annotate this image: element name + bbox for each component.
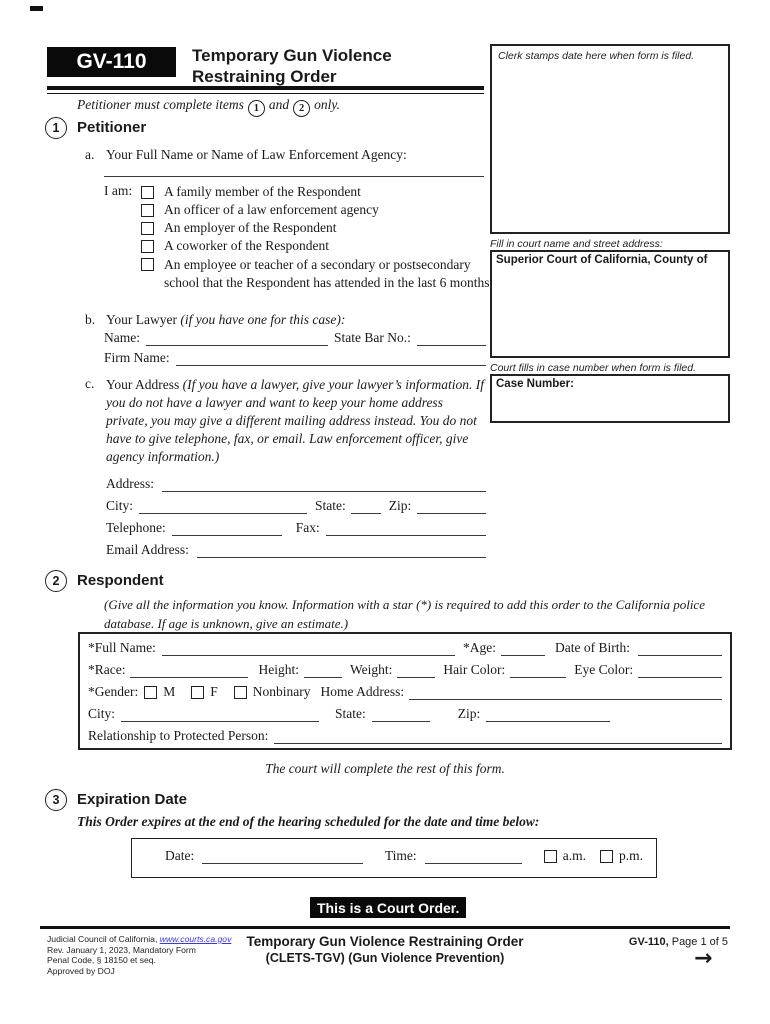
lawyer-heading-text: Your Lawyer (106, 312, 181, 327)
petitioner-type-option-5[interactable] (141, 256, 494, 292)
pm-checkbox[interactable] (600, 850, 613, 863)
checkbox-label: An employee or teacher of a secondary or postsecondary school that the Respondent has attended in the last 6 months (164, 257, 490, 290)
footer-rule (40, 926, 730, 929)
firm-name-input-line[interactable] (176, 352, 486, 366)
case-number-box[interactable] (490, 374, 730, 423)
state-bar-label: State Bar No.: (334, 330, 411, 345)
telephone-label: Telephone: (106, 520, 166, 535)
clerk-stamp-box (490, 44, 730, 234)
respondent-relationship-row (88, 728, 722, 744)
court-name-box[interactable] (490, 250, 730, 358)
city-state-zip-row (106, 498, 486, 514)
respondent-age-label: *Age: (463, 640, 497, 655)
form-title-line2: Restraining Order (192, 67, 337, 86)
respondent-gender-label: *Gender: (88, 684, 139, 699)
respondent-race-label: *Race: (88, 662, 126, 677)
state-input-line[interactable] (351, 500, 381, 514)
relationship-label: Relationship to Protected Person: (88, 728, 269, 743)
lawyer-name-label: Name: (104, 330, 140, 345)
city-input-line[interactable] (139, 500, 307, 514)
address-heading-italic: (If you have a lawyer, give your lawyer’s information. If you do not have a lawyer and want to keep your home address private, you may give a different mailing address instead. You do not have to give telephone, fax, or email. Law enforcement officer, give agency information.) (106, 377, 484, 464)
employer-checkbox[interactable] (141, 222, 154, 235)
email-row (106, 542, 486, 558)
gender-nonbinary-checkbox[interactable] (234, 686, 247, 699)
respondent-eye-label: Eye Color: (574, 662, 634, 677)
expiration-time-input-line[interactable] (425, 850, 522, 864)
gender-m-checkbox[interactable] (144, 686, 157, 699)
instruction-text-mid: and (268, 97, 290, 112)
footer-revision-line: Rev. January 1, 2023, Mandatory Form (47, 944, 196, 955)
section3-number-icon (45, 789, 67, 811)
form-number-box (47, 47, 176, 77)
section3-heading: Expiration Date (77, 791, 188, 808)
respondent-hair-label: Hair Color: (443, 662, 506, 677)
footer-page-number: Page 1 of 5 (668, 936, 728, 948)
respondent-zip-label: Zip: (457, 706, 481, 721)
footer-form-number: GV-110, (628, 936, 669, 948)
lawyer-heading (106, 312, 345, 328)
respondent-dob-label: Date of Birth: (555, 640, 630, 655)
footer-publisher-text: Judicial Council of California, (47, 934, 160, 944)
respondent-zip-input-line[interactable] (486, 708, 610, 722)
court-order-banner-text: This is a Court Order. (317, 899, 460, 916)
petitioner-type-option-3[interactable] (141, 220, 336, 236)
circled-2-icon: 2 (293, 100, 310, 117)
footer-form-subtitle: (CLETS-TGV) (Gun Violence Prevention) (265, 951, 505, 965)
city-label: City: (106, 498, 134, 513)
respondent-race-input-line[interactable] (130, 664, 248, 678)
zip-label: Zip: (388, 498, 412, 513)
address-heading-text: Your Address (106, 377, 183, 392)
address-input-line[interactable] (162, 478, 486, 492)
respondent-eye-input-line[interactable] (638, 664, 722, 678)
checkbox-label: A family member of the Respondent (164, 184, 361, 199)
item-a-label: a. (85, 147, 95, 162)
family-member-checkbox[interactable] (141, 186, 154, 199)
expiration-time-label: Time: (384, 848, 417, 863)
gender-f-label: F (210, 684, 218, 699)
expiration-date-input-line[interactable] (202, 850, 363, 864)
court-order-banner (310, 897, 466, 918)
scan-artifact-mark (30, 6, 43, 11)
fax-input-line[interactable] (326, 522, 486, 536)
zip-input-line[interactable] (417, 500, 486, 514)
respondent-home-address-label: Home Address: (320, 684, 405, 699)
case-number-label: Case Number: (496, 378, 574, 390)
court-name-label: Superior Court of California, County of (496, 254, 708, 266)
item-c-label: c. (85, 376, 95, 391)
next-page-arrow-icon: → (694, 946, 713, 971)
respondent-city-input-line[interactable] (121, 708, 319, 722)
telephone-input-line[interactable] (172, 522, 282, 536)
section1-heading: Petitioner (77, 119, 147, 136)
item-b-label: b. (85, 312, 96, 327)
respondent-height-label: Height: (258, 662, 299, 677)
respondent-weight-label: Weight: (349, 662, 393, 677)
address-instructions (106, 376, 486, 466)
checkbox-label: A coworker of the Respondent (164, 238, 329, 253)
instruction-text-pre: Petitioner must complete items (77, 97, 244, 112)
respondent-weight-input-line[interactable] (397, 664, 435, 678)
petitioner-type-option-4[interactable] (141, 238, 329, 254)
respondent-physical-row (88, 662, 722, 678)
fax-label: Fax: (295, 520, 320, 535)
coworker-checkbox[interactable] (141, 240, 154, 253)
section2-number-icon (45, 570, 67, 592)
footer-form-title: Temporary Gun Violence Restraining Order (246, 934, 524, 949)
firm-name-label: Firm Name: (104, 350, 170, 365)
email-label: Email Address: (106, 542, 189, 557)
relationship-input-line[interactable] (274, 730, 722, 744)
case-number-note: Court fills in case number when form is filed. (490, 362, 696, 374)
footer-center-title (195, 934, 575, 965)
state-bar-input-line[interactable] (417, 332, 486, 346)
circled-1-icon: 1 (248, 100, 265, 117)
lawyer-name-input-line[interactable] (146, 332, 328, 346)
law-enforcement-officer-checkbox[interactable] (141, 204, 154, 217)
instruction-text-post: only. (314, 97, 340, 112)
respondent-dob-input-line[interactable] (638, 642, 722, 656)
gender-nonbinary-label: Nonbinary (252, 684, 311, 699)
firm-name-row (104, 350, 486, 366)
expiration-note: This Order expires at the end of the hearing scheduled for the date and time below: (77, 814, 540, 829)
respondent-city-label: City: (88, 706, 116, 721)
court-address-note: Fill in court name and street address: (490, 238, 663, 250)
respondent-full-name-label: *Full Name: (88, 640, 156, 655)
full-name-label: Your Full Name or Name of Law Enforcement Agency: (106, 147, 407, 162)
full-name-input-line[interactable] (104, 163, 484, 177)
respondent-age-input-line[interactable] (501, 642, 545, 656)
respondent-city-row (88, 706, 722, 722)
footer-doj-line: Approved by DOJ (47, 965, 115, 976)
footer-penal-code-line: Penal Code, § 18150 et seq. (47, 955, 156, 966)
am-checkbox[interactable] (544, 850, 557, 863)
checkbox-label: An employer of the Respondent (164, 220, 337, 235)
respondent-hair-input-line[interactable] (510, 664, 566, 678)
section1-number: 1 (52, 121, 60, 135)
respondent-height-input-line[interactable] (304, 664, 342, 678)
section2-number: 2 (52, 574, 60, 588)
address-row (106, 476, 486, 492)
petitioner-type-option-2[interactable] (141, 202, 379, 218)
clerk-stamp-note: Clerk stamps date here when form is filed. (498, 50, 695, 62)
form-title (192, 45, 392, 87)
petitioner-type-option-1[interactable] (141, 184, 361, 200)
school-employee-checkbox[interactable] (141, 258, 154, 271)
respondent-home-address-input-line[interactable] (409, 686, 722, 700)
state-label: State: (315, 498, 346, 513)
section2-heading: Respondent (77, 572, 164, 589)
form-title-line1: Temporary Gun Violence (192, 46, 392, 65)
expiration-date-box (131, 838, 657, 878)
respondent-gender-row (88, 684, 722, 700)
am-label: a.m. (562, 848, 586, 863)
section3-number: 3 (52, 793, 60, 807)
respondent-note: (Give all the information you know. Information with a star (*) is required to add this order to the California police database. If age is unknown, give an estimate.) (104, 597, 705, 631)
courts-website-link[interactable]: www.courts.ca.gov (159, 934, 232, 944)
lawyer-name-row (104, 330, 486, 346)
respondent-info-box (78, 632, 732, 750)
section1-number-icon (45, 117, 67, 139)
respondent-state-input-line[interactable] (372, 708, 430, 722)
lawyer-heading-italic: (if you have one for this case): (180, 312, 346, 327)
court-completes-note: The court will complete the rest of this form. (265, 761, 505, 776)
form-number: GV-110 (76, 50, 147, 73)
respondent-full-name-input-line[interactable] (162, 642, 455, 656)
petitioner-instruction (77, 97, 340, 115)
respondent-name-row (88, 640, 722, 656)
respondent-state-label: State: (335, 706, 366, 721)
expiration-date-row (165, 848, 643, 864)
checkbox-label: An officer of a law enforcement agency (164, 202, 379, 217)
gender-m-label: M (163, 684, 176, 699)
pm-label: p.m. (618, 848, 643, 863)
header-rule (47, 86, 484, 94)
gender-f-checkbox[interactable] (191, 686, 204, 699)
telephone-fax-row (106, 520, 486, 536)
expiration-date-label: Date: (165, 848, 195, 863)
address-label: Address: (106, 476, 154, 491)
i-am-label: I am: (104, 183, 133, 198)
email-input-line[interactable] (197, 544, 486, 558)
